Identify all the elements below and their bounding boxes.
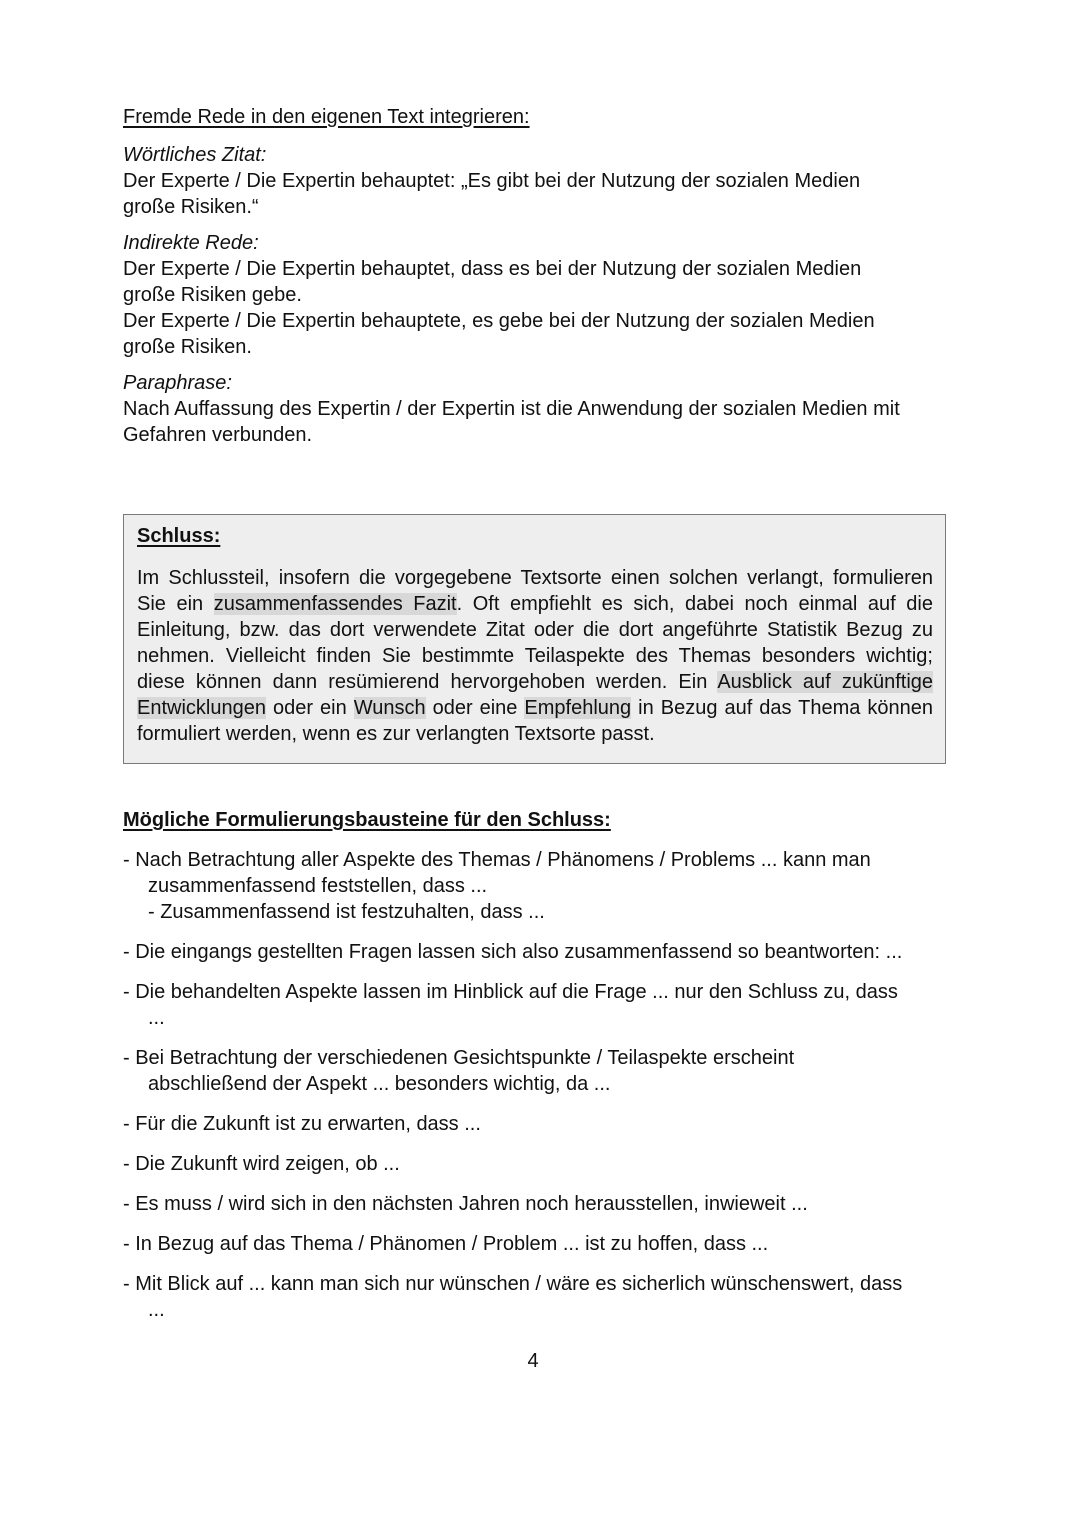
item-subline: - Zusammenfassend ist festzuhalten, dass ... xyxy=(148,901,545,923)
schluss-box xyxy=(123,514,946,764)
item-text: - Es muss / wird sich in den nächsten Jahren noch herausstellen, inwieweit ... xyxy=(123,1193,808,1215)
text-segment: oder ein xyxy=(265,697,354,719)
text-segment: . Oft empfiehlt es sich, dabei noch einmal auf die Einleitung, bzw. das dort verwendete Zitat oder die dort angeführte Statistik Bezug zu nehmen. Vielleicht finden Sie bestimmte Teilaspekte des Themas besonders wichtig; diese können dann resümierend hervorgehoben werden. Ein xyxy=(137,593,933,693)
list-item xyxy=(123,847,945,925)
text-line: Der Experte / Die Expertin behauptet: „Es gibt bei der Nutzung der sozialen Medien xyxy=(123,170,861,192)
item-continuation: ... xyxy=(148,1007,165,1029)
text-line: Der Experte / Die Expertin behauptet, dass es bei der Nutzung der sozialen Medien xyxy=(123,258,862,280)
text-line: große Risiken gebe. xyxy=(123,284,302,306)
item-text: - Die Zukunft wird zeigen, ob ... xyxy=(123,1153,400,1175)
highlight-ausblick: Ausblick auf zukünftige Entwicklungen xyxy=(137,671,934,719)
text-line: Der Experte / Die Expertin behauptete, es gebe bei der Nutzung der sozialen Medien xyxy=(123,310,875,332)
text-line: große Risiken. xyxy=(123,336,252,358)
item-text: - Bei Betrachtung der verschiedenen Gesichtspunkte / Teilaspekte erscheint xyxy=(123,1047,795,1069)
list-item xyxy=(123,1111,945,1137)
highlight-empfehlung: Empfehlung xyxy=(524,697,632,719)
item-text: - In Bezug auf das Thema / Phänomen / Problem ... ist zu hoffen, dass ... xyxy=(123,1233,769,1255)
section-fremde-rede xyxy=(123,104,945,448)
list-item xyxy=(123,1231,945,1257)
section-formulierungsbausteine xyxy=(123,807,945,1323)
item-continuation: zusammenfassend feststellen, dass ... xyxy=(148,875,488,897)
text-line: Nach Auffassung des Expertin / der Expertin ist die Anwendung der sozialen Medien mit xyxy=(123,398,900,420)
bausteine-title: Mögliche Formulierungsbausteine für den Schluss: xyxy=(123,809,611,831)
item-text: - Die behandelten Aspekte lassen im Hinblick auf die Frage ... nur den Schluss zu, dass xyxy=(123,981,898,1003)
item-text: - Nach Betrachtung aller Aspekte des Themas / Phänomens / Problems ... kann man xyxy=(123,849,871,871)
list-item xyxy=(123,939,945,965)
text-line: Gefahren verbunden. xyxy=(123,424,313,446)
label-woertliches-zitat: Wörtliches Zitat: xyxy=(123,144,267,166)
item-text: - Die eingangs gestellten Fragen lassen sich also zusammenfassend so beantworten: ... xyxy=(123,941,903,963)
text-line: große Risiken.“ xyxy=(123,196,259,218)
list-item xyxy=(123,1271,945,1323)
schluss-text xyxy=(137,565,933,747)
text-segment: Im Schlussteil, insofern die vorgegebene Textsorte einen solchen verlangt, formulieren Sie ein xyxy=(137,567,933,615)
label-paraphrase: Paraphrase: xyxy=(123,372,232,394)
list-item xyxy=(123,1045,945,1097)
block-indirekte-rede xyxy=(123,230,945,360)
item-continuation: ... xyxy=(148,1299,165,1321)
section-heading: Fremde Rede in den eigenen Text integrieren: xyxy=(123,106,530,128)
label-indirekte-rede: Indirekte Rede: xyxy=(123,232,259,254)
highlight-wunsch: Wunsch xyxy=(353,697,426,719)
list-item xyxy=(123,1151,945,1177)
item-text: - Für die Zukunft ist zu erwarten, dass ... xyxy=(123,1113,481,1135)
list-item xyxy=(123,979,945,1031)
block-paraphrase xyxy=(123,370,945,448)
list-item xyxy=(123,1191,945,1217)
text-segment: oder eine xyxy=(425,697,525,719)
item-text: - Mit Blick auf ... kann man sich nur wünschen / wäre es sicherlich wünschenswert, dass xyxy=(123,1273,903,1295)
block-woertliches-zitat xyxy=(123,142,945,220)
item-continuation: abschließend der Aspekt ... besonders wichtig, da ... xyxy=(148,1073,611,1095)
highlight-fazit: zusammenfassendes Fazit xyxy=(213,593,457,615)
text-segment: in Bezug auf das Thema können formuliert werden, wenn es zur verlangten Textsorte passt. xyxy=(137,697,933,745)
page-number: 4 xyxy=(527,1350,539,1372)
schluss-title: Schluss: xyxy=(137,525,221,547)
